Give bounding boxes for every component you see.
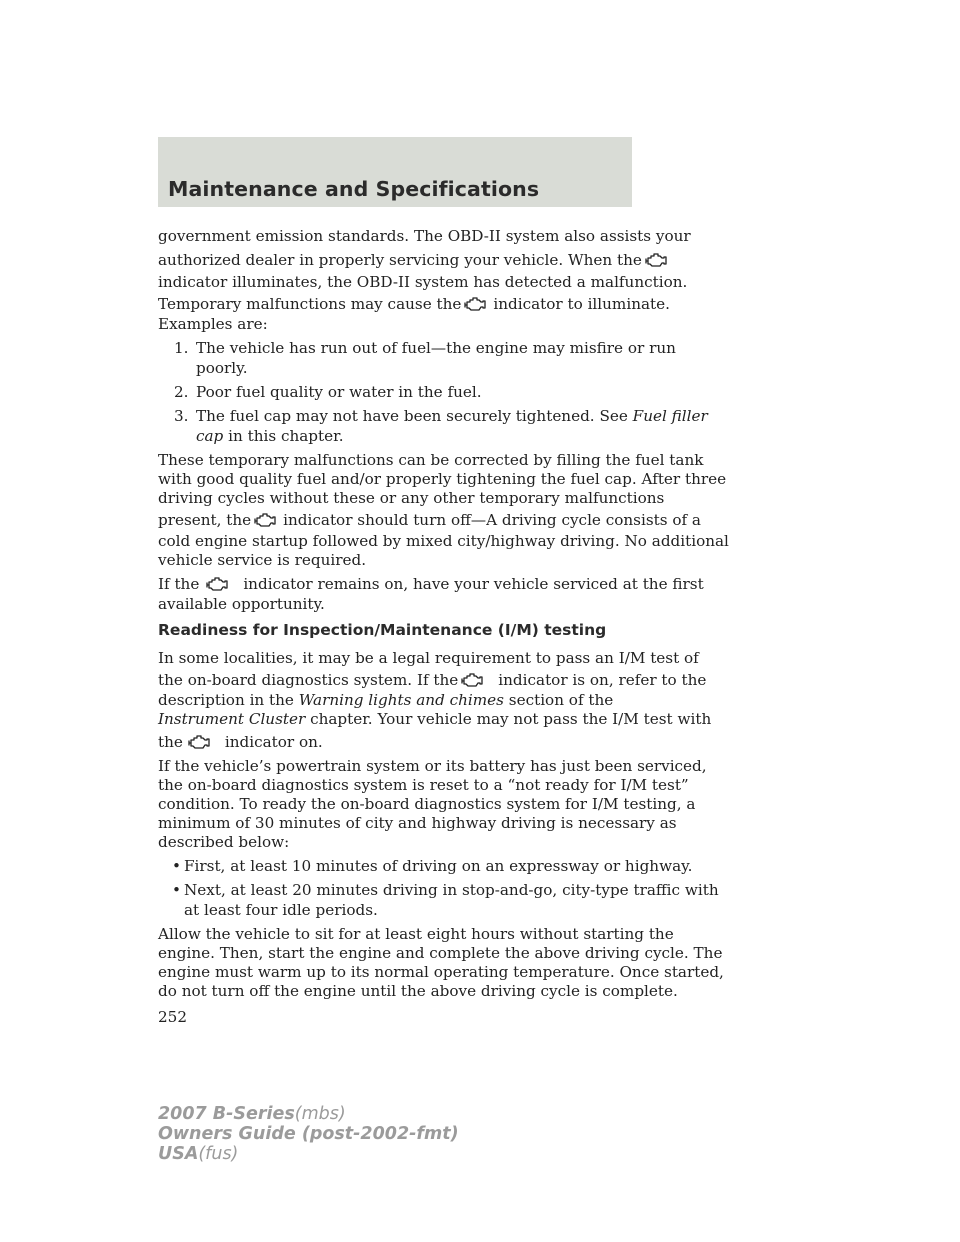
page-number: 252: [158, 1008, 187, 1026]
check-engine-icon: [205, 576, 229, 592]
text-line: condition. To ready the on-board diagnostics system for I/M testing, a: [158, 795, 696, 813]
list-item-text: The fuel cap may not have been securely tightened. See Fuel filler: [196, 407, 708, 425]
text-line: authorized dealer in properly servicing your vehicle. When the: [158, 250, 674, 270]
text-line: Temporary malfunctions may cause the indicator to illuminate.: [158, 295, 670, 313]
text-line: driving cycles without these or any other temporary malfunctions: [158, 489, 665, 507]
list-item-text: First, at least 10 minutes of driving on an expressway or highway.: [184, 857, 693, 875]
text-line: with good quality fuel and/or properly tightening the fuel cap. After three: [158, 470, 727, 488]
bullet-icon: •: [172, 857, 181, 875]
list-item-text: Next, at least 20 minutes driving in stop-and-go, city-type traffic with: [184, 881, 719, 899]
text-line: These temporary malfunctions can be corrected by filling the fuel tank: [158, 451, 704, 469]
text-line: Allow the vehicle to sit for at least eight hours without starting the: [158, 925, 674, 943]
check-engine-icon: [253, 512, 277, 528]
footer-line: Owners Guide (post-2002-fmt): [158, 1124, 459, 1144]
text-line: Examples are:: [158, 315, 268, 333]
text-line: government emission standards. The OBD-II system also assists your: [158, 227, 691, 245]
text-line: cold engine startup followed by mixed city/highway driving. No additional: [158, 532, 729, 550]
section-heading: Readiness for Inspection/Maintenance (I/M) testing: [158, 621, 607, 639]
text-line: do not turn off the engine until the above driving cycle is complete.: [158, 982, 678, 1000]
check-engine-icon: [463, 296, 487, 312]
list-item-number: 3.: [174, 407, 189, 425]
page-title: Maintenance and Specifications: [168, 177, 540, 201]
check-engine-icon: [460, 672, 484, 688]
text-line: present, the indicator should turn off—A driving cycle consists of a: [158, 511, 701, 529]
list-item-text: at least four idle periods.: [184, 901, 378, 919]
text-line: Instrument Cluster chapter. Your vehicle may not pass the I/M test with: [158, 710, 712, 728]
text-line: indicator illuminates, the OBD-II system has detected a malfunction.: [158, 273, 688, 291]
footer-line: 2007 B-Series(mbs): [158, 1104, 346, 1124]
list-item-text: Poor fuel quality or water in the fuel.: [196, 383, 482, 401]
footer-line: USA(fus): [158, 1144, 239, 1164]
text-line: If the vehicle’s powertrain system or its battery has just been serviced,: [158, 757, 707, 775]
text-line: vehicle service is required.: [158, 551, 367, 569]
text-line: available opportunity.: [158, 595, 325, 613]
list-item-number: 2.: [174, 383, 189, 401]
check-engine-icon: [187, 734, 211, 750]
text-line: the on-board diagnostics system is reset to a “not ready for I/M test”: [158, 776, 689, 794]
text-line: In some localities, it may be a legal requirement to pass an I/M test of: [158, 649, 699, 667]
list-item-text: The vehicle has run out of fuel—the engine may misfire or run: [196, 339, 676, 357]
text-line: engine must warm up to its normal operating temperature. Once started,: [158, 963, 724, 981]
text-line: the on-board diagnostics system. If the indicator is on, refer to the: [158, 671, 707, 689]
text-line: description in the Warning lights and chimes section of the: [158, 691, 614, 709]
text-line: engine. Then, start the engine and complete the above driving cycle. The: [158, 944, 723, 962]
text-line: the indicator on.: [158, 733, 323, 751]
text-line: minimum of 30 minutes of city and highway driving is necessary as: [158, 814, 677, 832]
list-item-text: poorly.: [196, 359, 248, 377]
text-line: If the indicator remains on, have your vehicle serviced at the first: [158, 575, 704, 593]
text-line: described below:: [158, 833, 290, 851]
list-item-number: 1.: [174, 339, 189, 357]
list-item-text: cap in this chapter.: [196, 427, 344, 445]
bullet-icon: •: [172, 881, 181, 899]
check-engine-icon: [644, 252, 668, 268]
